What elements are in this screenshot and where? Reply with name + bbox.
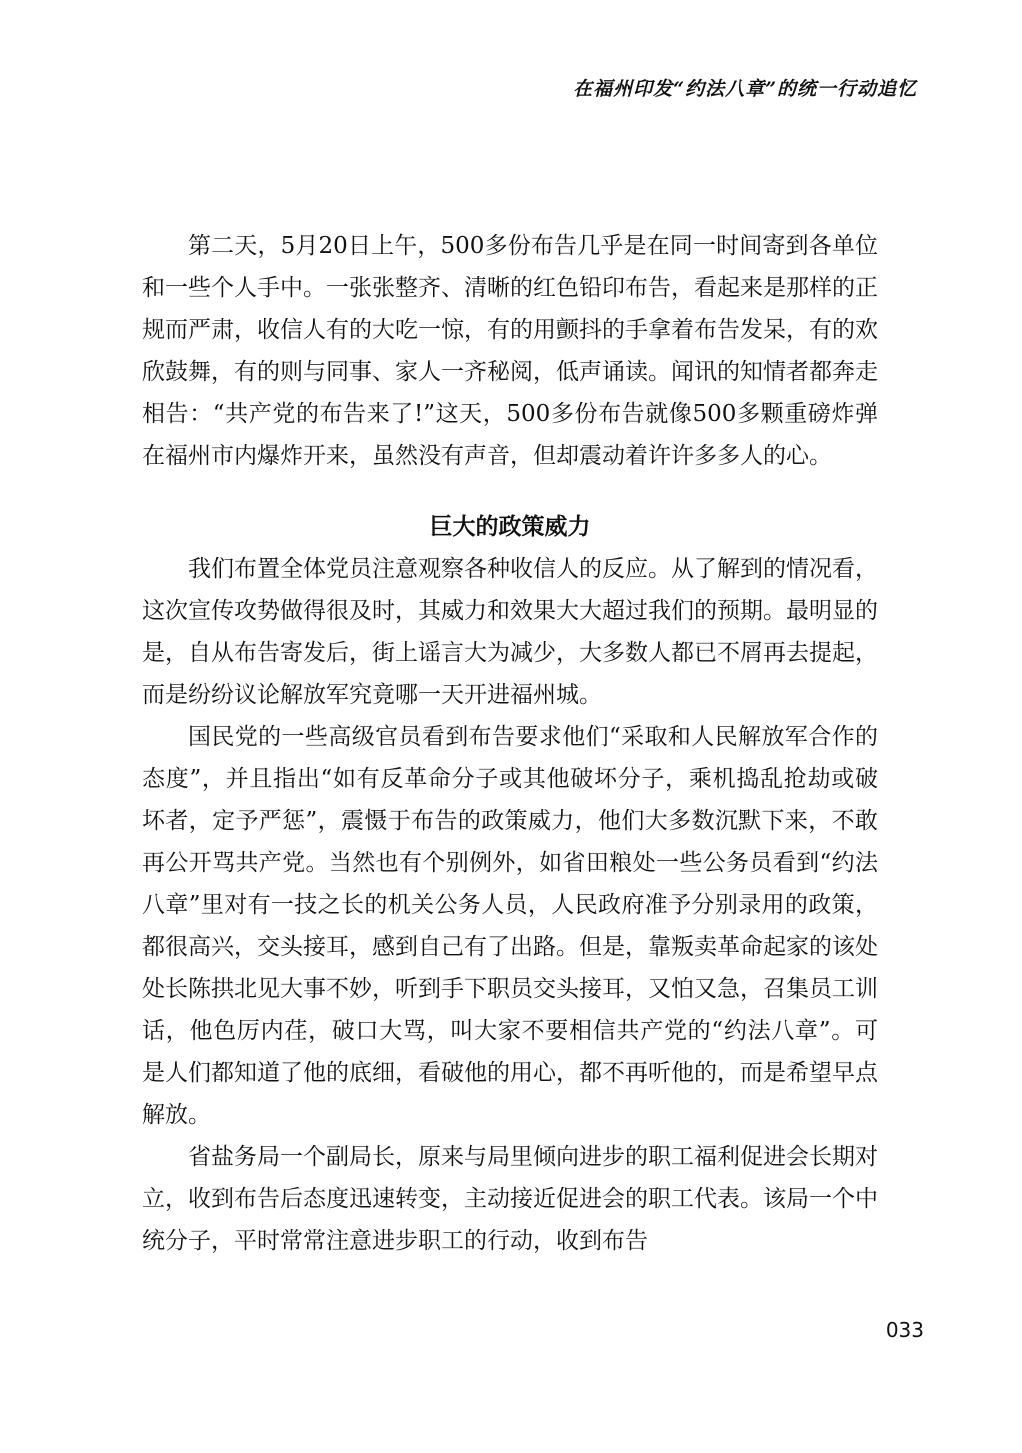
- running-header: 在福州印发“约法八章”的统一行动追忆: [573, 78, 917, 100]
- paragraph: 我们布置全体党员注意观察各种收信人的反应。从了解到的情况看，这次宣传攻势做得很及时，其威力和效果大大超过我们的预期。最明显的是，自从布告寄发后，街上谣言大为减少，大多数人都已不屑再去提起，而是纷纷议论解放军究竟哪一天开进福州城。: [142, 556, 878, 708]
- page-number: 033: [885, 1318, 924, 1342]
- body-text: [142, 225, 878, 1262]
- section-heading: 巨大的政策威力: [429, 514, 591, 540]
- paragraph: 第二天，5月20日上午，500多份布告几乎是在同一时间寄到各单位和一些个人手中。一张张整齐、清晰的红色铅印布告，看起来是那样的正规而严肃，收信人有的大吃一惊，有的用颤抖的手拿着布告发呆，有的欢欣鼓舞，有的则与同事、家人一齐秘阅，低声诵读。闻讯的知情者都奔走相告：“共产党的布告来了!”这天，500多份布告就像500多颗重磅炸弹在福州市内爆炸开来，虽然没有声音，但却震动着许许多多人的心。: [142, 233, 878, 469]
- paragraph: 省盐务局一个副局长，原来与局里倾向进步的职工福利促进会长期对立，收到布告后态度迅速转变，主动接近促进会的职工代表。该局一个中统分子，平时常常注意进步职工的行动，收到布告: [142, 1144, 878, 1254]
- paragraph: 国民党的一些高级官员看到布告要求他们“采取和人民解放军合作的态度”，并且指出“如有反革命分子或其他破坏分子，乘机捣乱抢劫或破坏者，定予严惩”，震慑于布告的政策威力，他们大多数沉默下来，不敢再公开骂共产党。当然也有个别例外，如省田粮处一些公务员看到“约法八章”里对有一技之长的机关公务人员，人民政府准予分别录用的政策，都很高兴，交头接耳，感到自己有了出路。但是，靠叛卖革命起家的该处处长陈拱北见大事不妙，听到手下职员交头接耳，又怕又急，召集员工训话，他色厉内荏，破口大骂，叫大家不要相信共产党的“约法八章”。可是人们都知道了他的底细，看破他的用心，都不再听他的，而是希望早点解放。: [142, 724, 878, 1128]
